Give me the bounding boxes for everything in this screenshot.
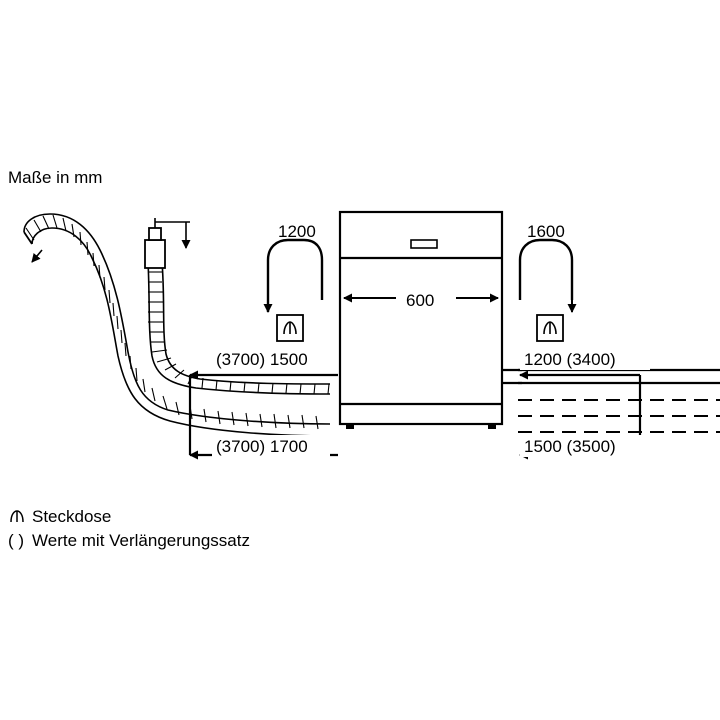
socket-symbol-right bbox=[537, 315, 563, 341]
units-note: Maße in mm bbox=[8, 168, 103, 187]
aquastop-valve bbox=[145, 218, 190, 268]
dimension-label-top-right: 1600 bbox=[527, 222, 565, 241]
dimension-label-left-upper: (3700) 1500 bbox=[216, 350, 308, 369]
socket-icon bbox=[8, 508, 26, 526]
legend-label-socket: Steckdose bbox=[32, 507, 112, 526]
legend-label-extension: Werte mit Verlängerungssatz bbox=[32, 531, 250, 550]
dimension-label-width: 600 bbox=[406, 291, 435, 310]
dimension-label-right-lower: 1500 (3500) bbox=[524, 437, 616, 456]
socket-symbol-left bbox=[277, 315, 303, 341]
legend-row-extension bbox=[8, 529, 250, 553]
dimension-top-left-1200 bbox=[268, 240, 322, 312]
dimension-label-left-lower: (3700) 1700 bbox=[216, 437, 308, 456]
legend bbox=[8, 505, 250, 553]
appliance-outline bbox=[340, 212, 502, 429]
right-extension-lines bbox=[518, 400, 720, 432]
right-supply-lines bbox=[502, 370, 720, 383]
legend-parenthesis-symbol: ( ) bbox=[8, 531, 25, 550]
dimension-label-right-upper: 1200 (3400) bbox=[524, 350, 616, 369]
legend-row-socket bbox=[8, 505, 250, 529]
dimension-top-right-1600 bbox=[520, 240, 572, 312]
dimension-label-top-left: 1200 bbox=[278, 222, 316, 241]
